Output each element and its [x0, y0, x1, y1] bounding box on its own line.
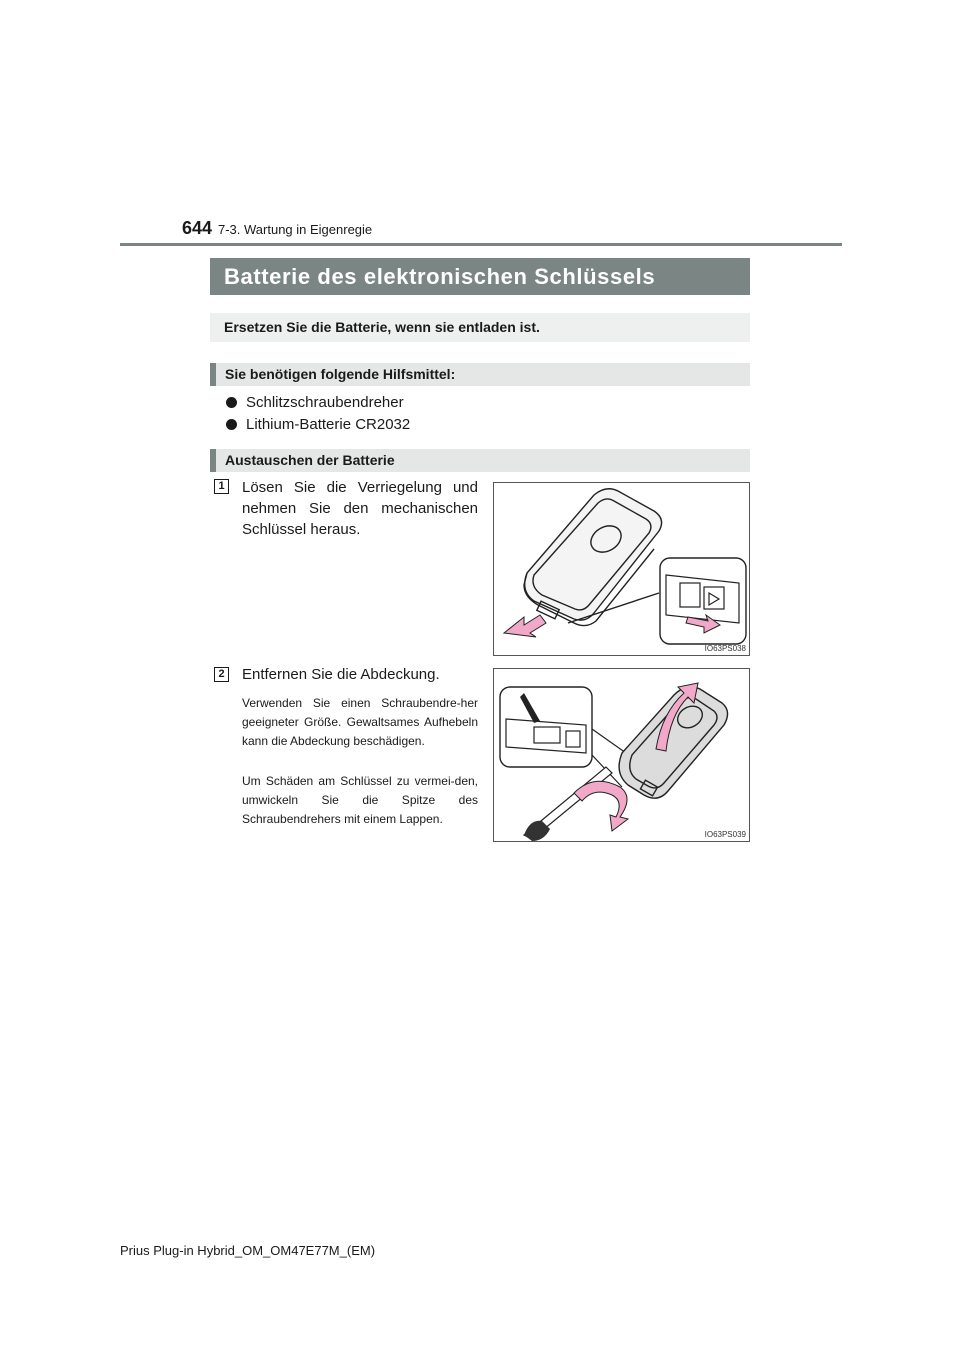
figure-code: IO63PS038 [704, 644, 746, 653]
bullet-icon [226, 397, 237, 408]
step-text: Entfernen Sie die Abdeckung. [242, 666, 440, 683]
header-rule [120, 243, 842, 246]
step-text: Lösen Sie die Verriegelung und nehmen Sie den mechanischen Schlüssel heraus. [242, 479, 478, 538]
section-reference: 7-3. Wartung in Eigenregie [218, 222, 373, 237]
tools-heading: Sie benötigen folgende Hilfsmittel: [210, 363, 750, 386]
step-number: 1 [214, 479, 229, 494]
key-cover-illustration [494, 669, 749, 841]
figure-remove-key [493, 482, 750, 656]
key-fob-illustration [494, 483, 749, 655]
footer-document-id: Prius Plug-in Hybrid_OM_OM47E77M_(EM) [120, 1243, 376, 1258]
list-item: Schlitzschraubendreher [226, 394, 404, 412]
step-note: Um Schäden am Schlüssel zu vermei-den, umwickeln Sie die Spitze des Schraubendrehers mit einem Lappen. [242, 774, 478, 826]
page-number: 644 [182, 218, 213, 238]
list-item: Lithium-Batterie CR2032 [226, 416, 410, 434]
page-title: Batterie des elektronischen Schlüssels [210, 258, 750, 295]
figure-code: IO63PS039 [704, 830, 746, 839]
replace-heading: Austauschen der Batterie [210, 449, 750, 472]
step-number: 2 [214, 667, 229, 682]
intro-box: Ersetzen Sie die Batterie, wenn sie entladen ist. [210, 313, 750, 342]
figure-remove-cover [493, 668, 750, 842]
step-note: Verwenden Sie einen Schraubendre-her geeigneter Größe. Gewaltsames Aufhebeln kann die Abdeckung beschädigen. [242, 696, 478, 748]
bullet-icon [226, 419, 237, 430]
